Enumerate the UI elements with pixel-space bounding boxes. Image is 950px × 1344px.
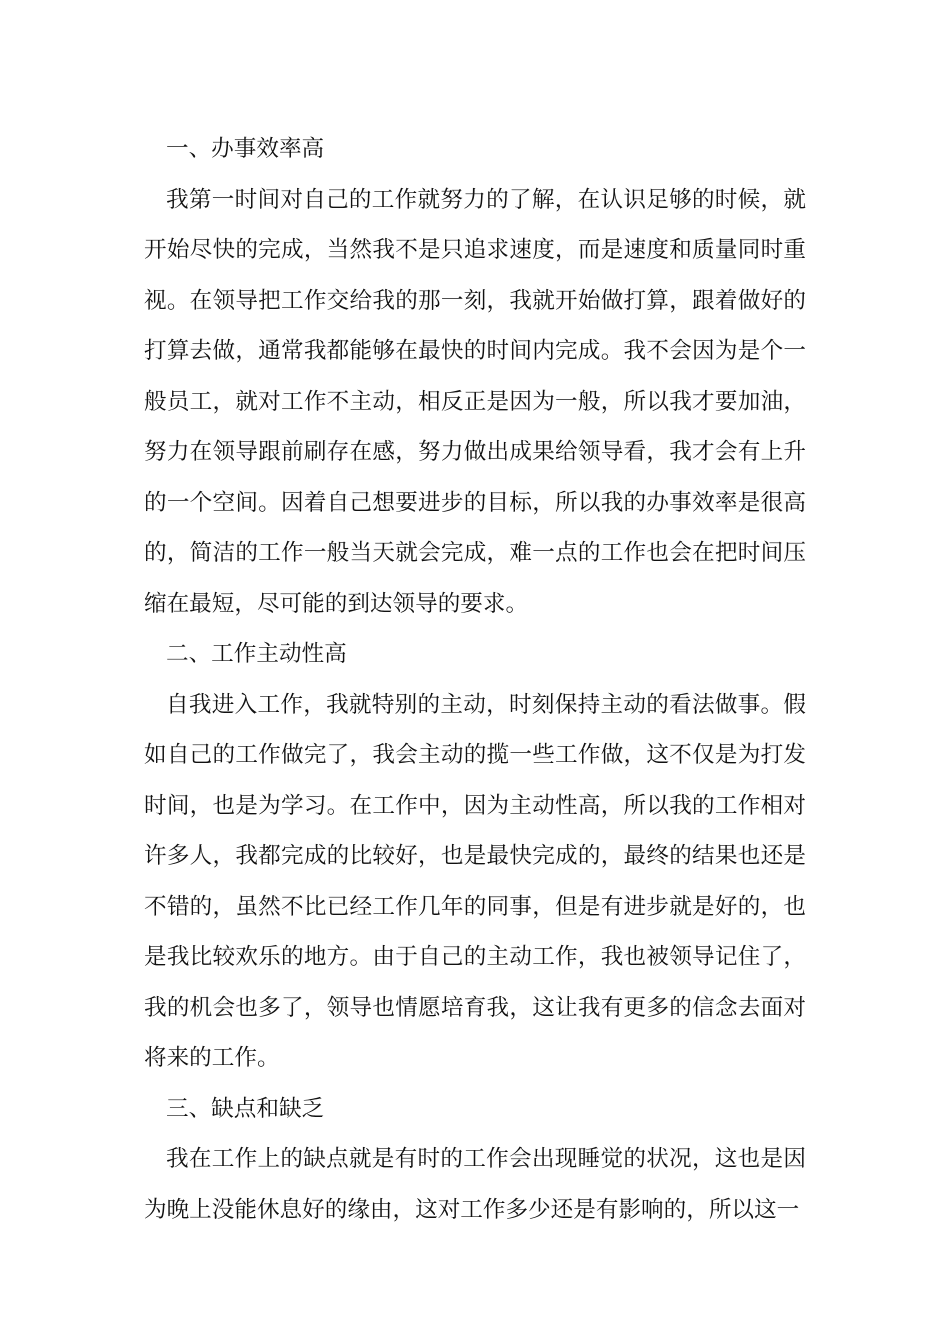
- section-paragraph-initiative: 自我进入工作，我就特别的主动，时刻保持主动的看法做事。假如自己的工作做完了，我会主动的揽一些工作做，这不仅是为打发时间，也是为学习。在工作中，因为主动性高，所以我的工作相对许多人，我都完成的比较好，也是最快完成的，最终的结果也还是不错的，虽然不比已经工作几年的同事，但是有进步就是好的，也是我比较欢乐的地方。由于自己的主动工作，我也被领导记住了，我的机会也多了，领导也情愿培育我，这让我有更多的信念去面对将来的工作。: [144, 691, 806, 1071]
- section-heading-shortcomings: 三、缺点和缺乏: [166, 1095, 325, 1122]
- section-paragraph-efficiency: 我第一时间对自己的工作就努力的了解，在认识足够的时候，就开始尽快的完成，当然我不是只追求速度，而是速度和质量同时重视。在领导把工作交给我的那一刻，我就开始做打算，跟着做好的打算去做，通常我都能够在最快的时间内完成。我不会因为是个一般员工，就对工作不主动，相反正是因为一般，所以我才要加油，努力在领导跟前刷存在感，努力做出成果给领导看，我才会有上升的一个空间。因着自己想要进步的目标，所以我的办事效率是很高的，简洁的工作一般当天就会完成，难一点的工作也会在把时间压缩在最短，尽可能的到达领导的要求。: [144, 186, 806, 617]
- section-heading-efficiency: 一、办事效率高: [166, 136, 325, 162]
- document-body: [144, 124, 806, 1235]
- section-heading-initiative: 二、工作主动性高: [166, 641, 347, 667]
- section-paragraph-shortcomings: 我在工作上的缺点就是有时的工作会出现睡觉的状况，这也是因为晚上没能休息好的缘由，这对工作多少还是有影响的，所以这一: [144, 1146, 806, 1223]
